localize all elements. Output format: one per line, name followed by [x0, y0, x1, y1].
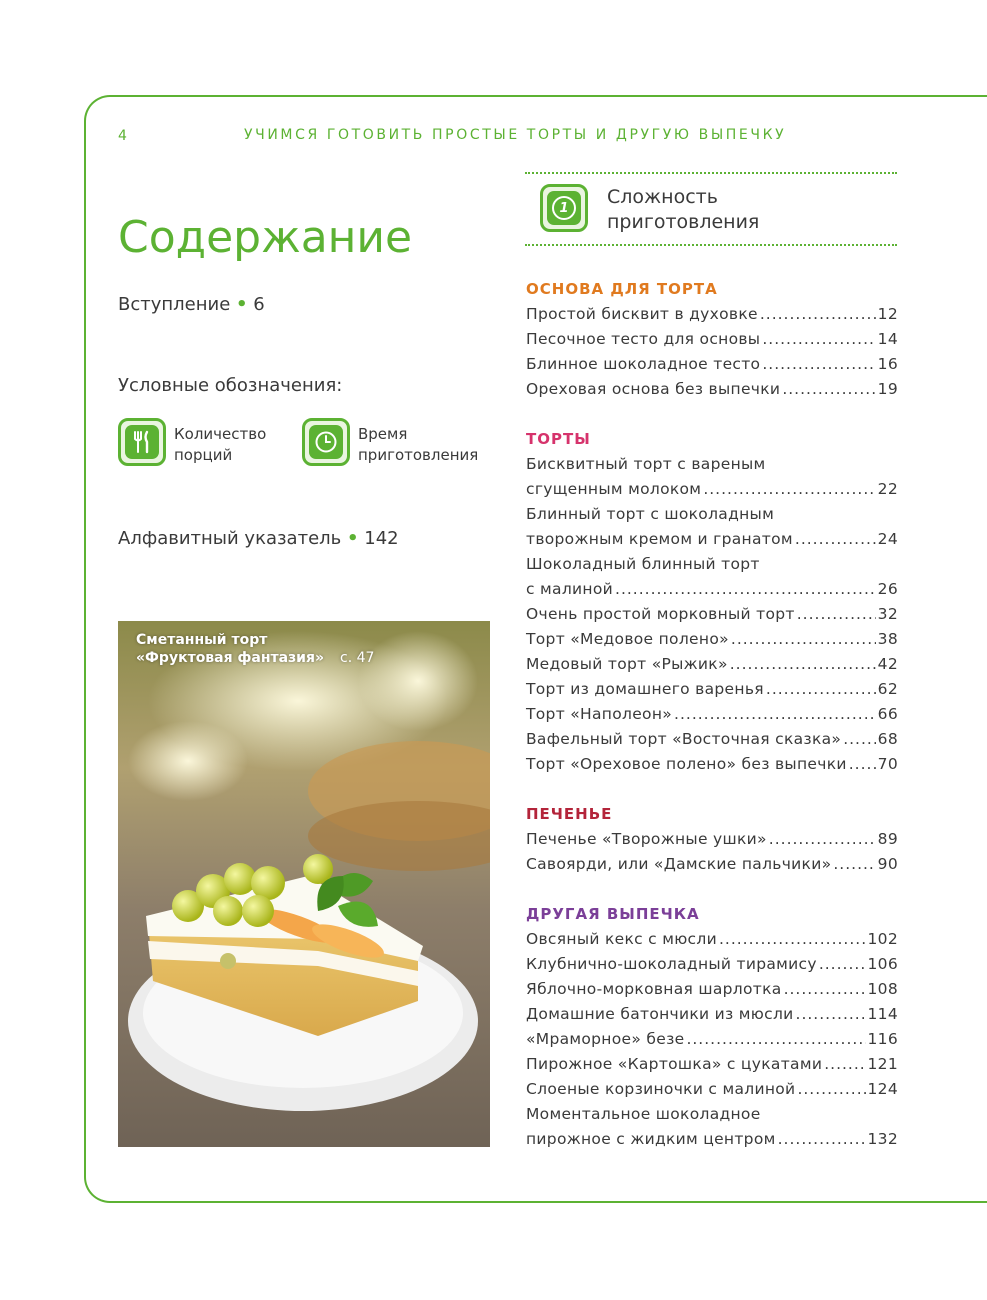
entry-title: Ореховая основа без выпечки — [526, 380, 781, 398]
page-title: Содержание — [118, 212, 413, 263]
leader-dots — [778, 1127, 866, 1152]
entry-title: Клубнично-шоколадный тирамису — [526, 955, 817, 973]
entry-page: 66 — [877, 705, 898, 723]
difficulty-label-line1: Сложность — [607, 186, 718, 208]
leader-dots — [615, 577, 876, 602]
entry-page: 108 — [867, 980, 898, 998]
toc-entry[interactable] — [526, 1027, 898, 1052]
section-heading: ТОРТЫ — [526, 430, 591, 448]
entry-title: Медовый торт «Рыжик» — [526, 655, 728, 673]
leader-dots — [719, 927, 866, 952]
toc-entry[interactable] — [526, 352, 898, 377]
entry-page: 114 — [867, 1005, 898, 1023]
toc-section-base — [526, 277, 898, 402]
leader-dots — [766, 677, 876, 702]
entry-title: Слоеные корзиночки с малиной — [526, 1080, 796, 1098]
entry-title: Пирожное «Картошка» с цукатами — [526, 1055, 823, 1073]
leader-dots — [833, 852, 875, 877]
entry-title: Простой бисквит в духовке — [526, 305, 758, 323]
entry-page: 90 — [877, 855, 898, 873]
leader-dots — [784, 977, 866, 1002]
page-number: 4 — [118, 128, 127, 144]
index-page: 142 — [364, 528, 399, 549]
entry-title: Торт «Медовое полено» — [526, 630, 729, 648]
entry-title: пирожное с жидким центром — [526, 1130, 776, 1148]
leader-dots — [760, 302, 876, 327]
entry-page: 68 — [877, 730, 898, 748]
entry-page: 116 — [867, 1030, 898, 1048]
toc-entry[interactable] — [526, 652, 898, 677]
difficulty-label — [607, 185, 759, 235]
toc-entry[interactable] — [526, 952, 898, 977]
toc-entry[interactable] — [526, 1052, 898, 1077]
leader-dots — [797, 1077, 865, 1102]
entry-page: 22 — [877, 480, 898, 498]
leader-dots — [686, 1027, 865, 1052]
leader-dots — [762, 327, 875, 352]
intro-page: 6 — [253, 294, 265, 315]
index-link[interactable] — [118, 528, 399, 549]
fork-knife-icon — [118, 418, 166, 466]
toc-entry[interactable] — [526, 827, 898, 852]
difficulty-icon — [540, 184, 588, 232]
entry-page: 106 — [867, 955, 898, 973]
toc-section-cakes — [526, 427, 898, 777]
entry-page: 102 — [867, 930, 898, 948]
leader-dots — [730, 652, 876, 677]
leader-dots — [674, 702, 876, 727]
entry-title-line[interactable]: Моментальное шоколадное — [526, 1105, 761, 1123]
entry-title: Торт из домашнего варенья — [526, 680, 764, 698]
leader-dots — [849, 752, 876, 777]
toc-entry[interactable] — [526, 977, 898, 1002]
entry-title: Яблочно-морковная шарлотка — [526, 980, 782, 998]
legend-time-label: Время приготовления — [358, 425, 479, 464]
toc-entry[interactable] — [526, 677, 898, 702]
section-heading: ПЕЧЕНЬЕ — [526, 805, 613, 823]
clock-icon — [302, 418, 350, 466]
entry-title: Блинное шоколадное тесто — [526, 355, 761, 373]
intro-label: Вступление — [118, 294, 231, 315]
running-title: УЧИМСЯ ГОТОВИТЬ ПРОСТЫЕ ТОРТЫ И ДРУГУЮ ВЫПЕЧКУ — [244, 127, 787, 143]
toc-entry[interactable] — [526, 377, 898, 402]
toc-entry[interactable] — [526, 1077, 898, 1102]
entry-title: творожным кремом и гранатом — [526, 530, 793, 548]
entry-title: Печенье «Творожные ушки» — [526, 830, 767, 848]
toc-entry[interactable] — [526, 727, 898, 752]
leader-dots — [796, 1002, 866, 1027]
entry-page: 89 — [877, 830, 898, 848]
difficulty-label-line2: приготовления — [607, 211, 760, 233]
entry-title: Домашние батончики из мюсли — [526, 1005, 794, 1023]
photo-caption-line2: «Фруктовая фантазия» — [136, 650, 325, 666]
toc-entry[interactable] — [526, 602, 898, 627]
entry-title: Торт «Ореховое полено» без выпечки — [526, 755, 847, 773]
toc-entry[interactable] — [526, 527, 898, 552]
entry-page: 14 — [877, 330, 898, 348]
leader-dots — [819, 952, 866, 977]
cake-photo — [118, 621, 490, 1147]
entry-page: 32 — [877, 605, 898, 623]
toc-entry[interactable] — [526, 477, 898, 502]
entry-title: сгущенным молоком — [526, 480, 702, 498]
entry-title-line[interactable]: Бисквитный торт с вареным — [526, 455, 766, 473]
leader-dots — [797, 602, 876, 627]
legend-time — [302, 418, 498, 466]
leader-dots — [795, 527, 876, 552]
entry-page: 16 — [877, 355, 898, 373]
entry-title: «Мраморное» безе — [526, 1030, 685, 1048]
entry-page: 19 — [877, 380, 898, 398]
entry-page: 42 — [877, 655, 898, 673]
bullet-dot: • — [236, 294, 248, 315]
toc-entry[interactable] — [526, 1127, 898, 1152]
entry-title: Очень простой морковный торт — [526, 605, 795, 623]
leader-dots — [769, 827, 876, 852]
legend-servings-label: Количество порций — [174, 425, 267, 464]
toc-entry[interactable] — [526, 327, 898, 352]
entry-page: 124 — [867, 1080, 898, 1098]
index-label: Алфавитный указатель — [118, 528, 342, 549]
entry-page: 12 — [877, 305, 898, 323]
entry-page: 70 — [877, 755, 898, 773]
toc-entry[interactable] — [526, 927, 898, 952]
intro-link[interactable] — [118, 294, 265, 315]
section-heading: ОСНОВА ДЛЯ ТОРТА — [526, 280, 718, 298]
entry-title: Торт «Наполеон» — [526, 705, 673, 723]
entry-title: Вафельный торт «Восточная сказка» — [526, 730, 842, 748]
bullet-dot: • — [347, 528, 359, 549]
toc-section-other — [526, 902, 898, 1152]
entry-title: с малиной — [526, 580, 614, 598]
toc-entry[interactable] — [526, 702, 898, 727]
toc-section-cookies — [526, 802, 898, 877]
entry-page: 132 — [867, 1130, 898, 1148]
toc-entry[interactable] — [526, 302, 898, 327]
toc-entry[interactable] — [526, 852, 898, 877]
leader-dots — [824, 1052, 865, 1077]
leader-dots — [731, 627, 876, 652]
entry-title: Песочное тесто для основы — [526, 330, 761, 348]
section-heading: ДРУГАЯ ВЫПЕЧКА — [526, 905, 700, 923]
difficulty-legend — [525, 172, 897, 246]
entry-page: 24 — [877, 530, 898, 548]
entry-title-line[interactable]: Блинный торт с шоколадным — [526, 505, 775, 523]
entry-title: Савоярди, или «Дамские пальчики» — [526, 855, 832, 873]
entry-page: 121 — [867, 1055, 898, 1073]
photo-caption — [136, 631, 374, 667]
photo-caption-line1: Сметанный торт — [136, 632, 268, 648]
toc-entry[interactable] — [526, 627, 898, 652]
difficulty-number: 1 — [552, 196, 576, 220]
toc-entry[interactable] — [526, 1002, 898, 1027]
leader-dots — [762, 352, 875, 377]
legend-servings — [118, 418, 314, 466]
entry-page: 26 — [877, 580, 898, 598]
legend-title: Условные обозначения: — [118, 375, 343, 396]
leader-dots — [703, 477, 875, 502]
leader-dots — [782, 377, 875, 402]
toc-entry[interactable] — [526, 577, 898, 602]
entry-title-line[interactable]: Шоколадный блинный торт — [526, 555, 760, 573]
entry-page: 62 — [877, 680, 898, 698]
entry-page: 38 — [877, 630, 898, 648]
toc-entry[interactable] — [526, 752, 898, 777]
photo-caption-page: с. 47 — [340, 650, 375, 666]
leader-dots — [843, 727, 875, 752]
entry-title: Овсяный кекс с мюсли — [526, 930, 717, 948]
